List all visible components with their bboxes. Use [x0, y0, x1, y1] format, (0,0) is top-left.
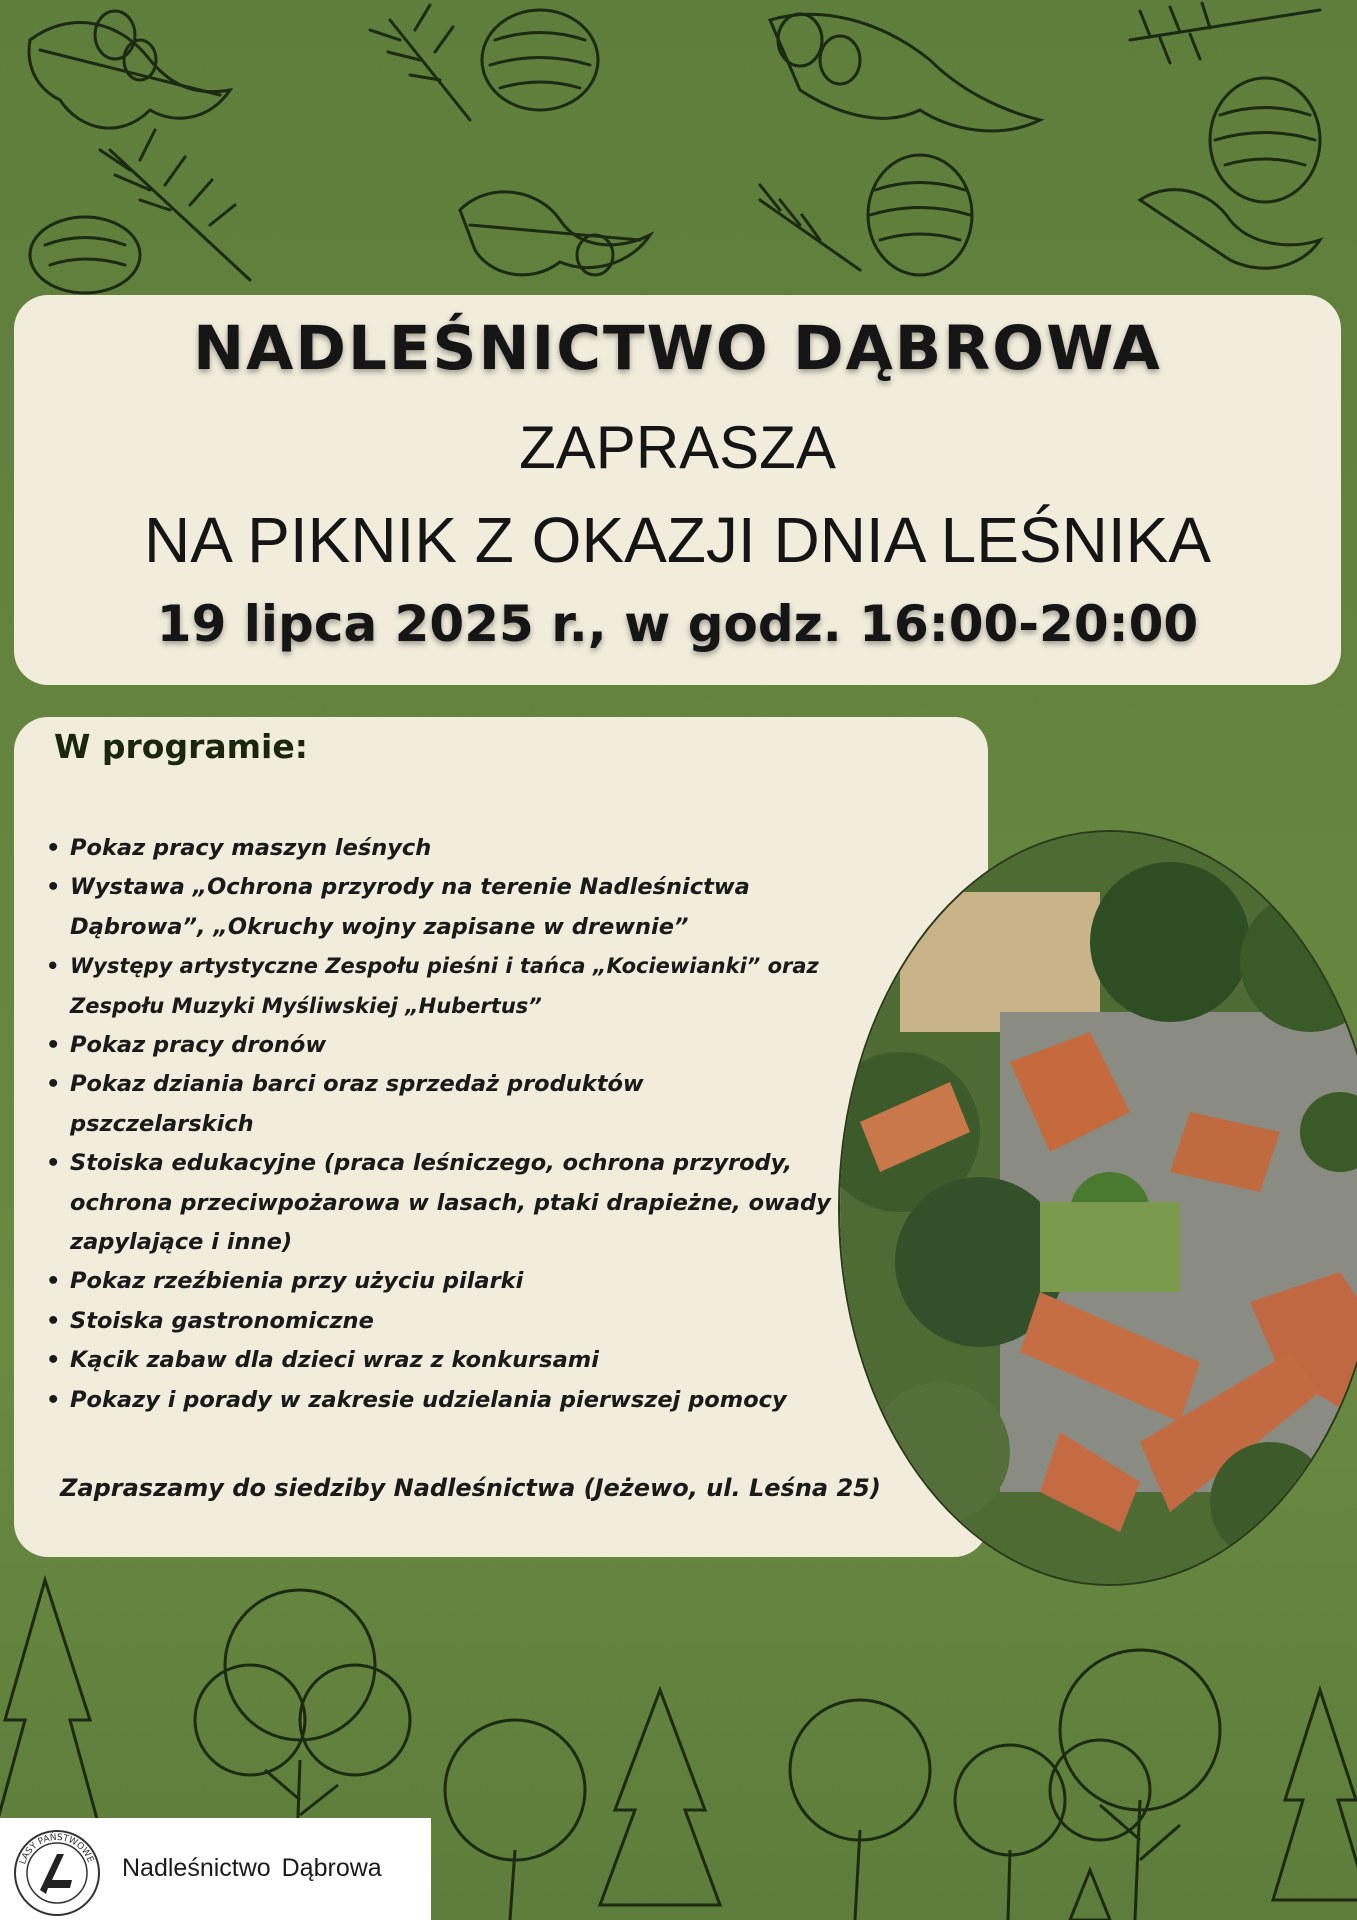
list-item: • Pokazy i porady w zakresie udzielania pierwszej pomocy [34, 1381, 834, 1420]
venue-invite: Zapraszamy do siedziby Nadleśnictwa (Jeżewo, ul. Leśna 25) [60, 1474, 881, 1502]
footer-brand [0, 1818, 431, 1920]
page-title: NADLEŚNICTWO DĄBROWA [193, 313, 1162, 384]
lasy-panstwowe-logo [12, 1828, 102, 1918]
list-item: • Stoiska edukacyjne (praca leśniczego, ochrona przyrody, ochrona przeciwpożarowa w lasach, ptaki drapieżne, owady zapylające i inne) [34, 1144, 834, 1262]
event-title: NA PIKNIK Z OKAZJI DNIA LEŚNIKA [144, 504, 1211, 576]
list-item: • Stoiska gastronomiczne [34, 1302, 834, 1341]
botanical-top-decoration [0, 0, 1357, 300]
list-item: • Pokaz dziania barci oraz sprzedaż produktów pszczelarskich [34, 1065, 834, 1144]
program-heading: W programie: [54, 727, 308, 766]
header-panel [14, 295, 1341, 685]
list-item: • Pokaz pracy dronów [34, 1026, 834, 1065]
program-list [34, 829, 834, 1420]
svg-text:LASY PAŃSTWOWE: LASY PAŃSTWOWE [18, 1832, 96, 1866]
list-item: • Pokaz rzeźbienia przy użyciu pilarki [34, 1262, 834, 1301]
aerial-photo-illustration [840, 832, 1357, 1584]
list-item: • Pokaz pracy maszyn leśnych [34, 829, 834, 868]
invites-line: ZAPRASZA [519, 414, 836, 481]
footer-name: Nadleśnictwo Dąbrowa [122, 1854, 382, 1882]
list-item: • Kącik zabaw dla dzieci wraz z konkursami [34, 1341, 834, 1380]
list-item: • Wystawa „Ochrona przyrody na terenie Nadleśnictwa Dąbrowa”, „Okruchy wojny zapisane w drewnie” [34, 868, 834, 947]
list-item: • Występy artystyczne Zespołu pieśni i tańca „Kociewianki” oraz Zespołu Muzyki Myśliwskiej „Hubertus” [34, 947, 834, 1026]
event-date: 19 lipca 2025 r., w godz. 16:00-20:00 [156, 595, 1199, 653]
aerial-photo [838, 830, 1357, 1586]
